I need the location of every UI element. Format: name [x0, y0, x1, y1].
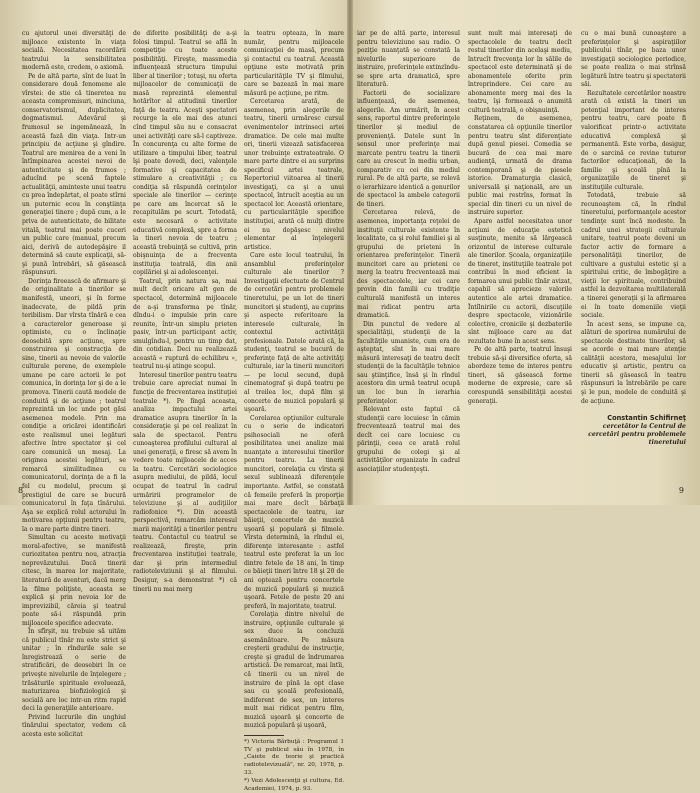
paragraph: Pe de altă parte, sînt de luat în considerare două fenomene ale vîrstei: de stie că tineretea nu aceasta compromisuri, minciuna, conservatorismul, duplicitatea, dogmatismul. Adevărul şi frumosul se ingemănează, în această fază din viaţa. Intr-un principiu de acţiune şi gîndire. Teatrul are menirea de a veni în întîmpinarea acestei nevoi de autenticitate şi de frumos ; aducînd pe scenă faptele actualităţii, aminteste unui teatru cu prea îndepărtat, el poate stîrni un puternic ecou în conştiinţa generaţiei tinere ; după cum, a le priva de autenticitate, de bilitate vitală, teatrul mai poate cuceri un public care (manual, precum aici, derivă de autodepăşire il determină să caute explicaţii, să-şi pună întrebări, să găsească răspunsuri. [22, 72, 126, 277]
paragraph: la teatru opteaza, în mare număr, pentru mijloacele comunicaţiei de masă, precum şi contactul cu teatrul. Această opţiune este motivată prin particularităţile TV şi filmului, care se bazează în mai mare măsură pe acţiune, pe ritm. [244, 30, 344, 97]
paragraph: În sfîrşit, nu trebuie să uităm că publicul tînăr nu este strict şi unitar ; în rîndurile sale se înregistrează o serie de stratificări, de deosebiri în ce priveşte nivelurile de înţelegere ; trăsăturile spirituale evoluează, maturizarea biofiziologică şi socială are loc intr-un ritm rapid deci la generaţiile anterioare. [22, 628, 126, 713]
paragraph: cu ajutorul unei diversităţi de mijloace existente în viaţa socială. Necesitatea racordării teatrului la sensibilitatea modernă este, credem, o axiomă. [22, 30, 126, 72]
paragraph: Privind lucrurile din unghiul tînărului spectator, vedem că acesta este solicitat [22, 713, 126, 738]
left-column-1 [22, 30, 126, 738]
footnote-rule [244, 735, 284, 736]
paragraph: Reţinem, de asemenea, constatarea că opţiunile tinerilor pentru teatru sînt diferenţiate după genul piesei. Comedia se bucură de cea mai mare audienţă, urmată de drama contemporană şi de piesele istorice. Dramaturgia clasică, universală şi naţională, are un public mai restrîns, format în special din tineri cu un nivel de instruire superior. [468, 115, 572, 217]
paragraph: Cercetarea arată, de asemenea, prin alegerile de teatru, tinerii urmăresc cursul evenimentelor intrinseci artei dramatice. De cele mai multe ori, tinerii vizează satisfacerea unor trebuinţe extrateatrale. O mare parte dintre ei au surprins specificul artei teatrale, Repertoriul viitoarea al tinerii investigaţi, ca şi a unui spectacol, întrucît aceştia au un spectacol lor. Această orientare, cu particularităţile specifice instituţiei, arată că mulţi dintre ei nu depăşesc nivelul elementar al înţelegerii artistice. [244, 98, 344, 251]
paragraph: Dorinţa fireească de afirmare şi de originalitate a tinerilor se manifestă, uneori, şi în forme inadecvate, de pildă prin teribilism. Dar vîrsta tînără e cea a caracterelor generoase şi optimiste, cu o înclinaţie deosebită spre acţiune, spre construirea şi construcţia de sine, tinerii au nevoie de valorile culturale perene, de exemplele umane pe care actorii le pot comunica, în dorinţa lor şi de a le promova. Tinerii caută modele de conduită şi de acţiune ; teatrul reprezintă un loc unde pot găsi asemenea modele. Prin ma condiţie a oricărei identificări este realismul unei legături afective între spectator şi cel care comunică un mesaj. La originea acestei legături, se remarcă similitudinea cu comunicatorul, dorinţa de a fi la fel cu modelul, precum şi prestigiul de care se bucură comunicatorul în faţa tînărului. Aşa se explică rolul actorului în motivarea opţiunii pentru teatru, la o mare parte dintre tineri. [22, 277, 126, 533]
paragraph: sunt mult mai interesaţi de spectacolele de teatru decît restul tinerilor din acelaşi mediu, întrucît frecvenţa lor în sălile de spectacol este determinată şi de abonamentele oferite prin întreprindere. Cei care au abonamente merg mai des la teatru, îşi formează o anumită cultură teatrală, o obişnuinţă. [468, 30, 572, 114]
left-column-3 [244, 30, 344, 792]
right-column-1 [357, 30, 460, 498]
author-name: Constantin Schifirneţ [607, 414, 686, 423]
paragraph: În acest sens, se impune ca, alături de sporirea numărului de spectacole destinate tinerilor, să se acorde o mai mare atenţie calităţii acestora, mesajului lor educativ şi artistic, pentru ca tinerii să găsească în teatru răspunsuri la întrebările pe care şi le pun, modele de conduită şi de acţiune. [581, 320, 686, 405]
paragraph: de diferite posibilităţi de a-şi folosi timpul. Teatrul se află în competiţie cu toate aceste posibilităţi. Fireşte, massmedia influenţează structura timpului liber al tinerilor ; totuşi, nu oferta mijloacelor de comunicaţii de masă reprezintă elementul hotărîtor al atitudinii tinerilor faţă de teatru. Aceşti spectatori recurge la ele mai des atunci cînd timpul său nu e consacrat unei activităţi care să-l captiveze. În concurenţa cu alte forme de utilizare a timpului liber, teatrul îşi poate dovedi, deci, valenţele formative şi capacitatea de stimulare a creativităţii ; cu condiţia să răspundă cerinţelor speciale ale tinerilor — cerinţe pe care am încercat să le recapitulăm pe scurt. Totodată, este necesară o activitate educativă complexă, spre a forma la tineri nevoia de teatru ; această trebuinţă se cultivă, prin obişnuinţa de a frecventa instituţia teatrală, din anii copilăriei şi ai adolescenţei. [133, 30, 237, 277]
footnote: *) Victoria Bărbuţă : Programul 1 TV şi publicul său în 1978, în „Caiete de teorie şi practică radiotelevizuală", nr. 20, 1978, p. 33. [244, 738, 344, 777]
paragraph: Pe de altă parte, teatrul însuşi trebuie să-şi diversifice oferta, să abordeze teme de interes pentru tineri, să găsească forme moderne de expresie, care să corespundă sensibilităţii acestei generaţii. [468, 346, 572, 405]
paragraph: Apare astfel necesitatea unor acţiuni de educaţie estetică susţinute, menite să lărgească orizontul de interese culturale ale tinerilor. Şcoala, organizaţiile de tineret, instituţiile teatrale pot contribui în mod eficient la formarea unui public tînăr avizat, capabil să aprecieze valorile autentice ale artei dramatice. Întîlnirile cu actorii, discuţiile despre spectacole, vizionările colective, cronicile şi dezbaterile sînt mijloace care au dat rezultate bune în acest sens. [468, 218, 572, 345]
paragraph: cu o mai bună cunoaştere a preferinţelor şi aspiraţiilor publicului tînăr, pe baza unor investigaţii sociologice periodice, se poate realiza o mai strînsă legătură între teatru şi spectatorii săi. [581, 30, 686, 89]
paragraph: Relevant este faptul că studenţii care locuiesc în cămin frecventează teatrul mai des decît cei care locuiesc cu părinţii, ceea ce arată rolul grupului de colegi şi al activităţilor organizate în cadrul asociaţiilor studenţeşti. [357, 406, 460, 473]
paragraph: Rezultatele cercetărilor noastre arată că există la tineri un potenţial important de interes pentru teatru, care poate fi valorificat printr-o activitate educativă complexă şi permanentă. Este vorba, desigur, de o sarcină ce revine tuturor factorilor educaţionali, de la familie şi şcoală pînă la organizaţiile de tineret şi instituţiile culturale. [581, 89, 686, 191]
page-number-right: 9 [678, 486, 684, 495]
right-column-2 [468, 30, 572, 498]
paragraph: Corelaţia dintre nivelul de instruire, opţiunile culturale şi sex duce la concluzii asemănătoare. Pe măsura creşterii gradului de instrucţie, creşte şi gradul de îndrumarea artistică. De remarcat, mai întîi, că tinerii cu un nivel de instruire de pînă la opt clase sau cu şcoală profesională, indiferent de sex, un interes mult mai ridicat pentru film, muzică uşoară şi concerte de muzică populară şi uşoară, [244, 611, 344, 730]
paragraph: iar pe de altă parte, interesul pentru televiziune sau radio. O poziţie nuanţată se constată la nivelurile superioare de instruire, preferinţele extinzîndu-se spre arta dramatică, spre literatură. [357, 30, 460, 89]
paragraph: Simultan cu aceste motivaţii moral-afective, se manifestă curiozitatea pentru nou, atracţia neprevăzutului. Dacă tinerii citesc, în marea lor majoritate, literatură de aventuri, dacă merg la filme poliţiste, aceasta se explică şi prin nevoia lor de imprevizibil, căreia şi teatrul poate să-i răspundă prin mijloacele specifice adecvate. [22, 534, 126, 627]
page-number-left: 8 [18, 486, 24, 495]
paragraph: Interesul tinerilor pentru teatru trebuie care apreciat numai în funcţie de frecventarea instituţiei teatrale *). Pe lîngă aceasta, analiza impactului artei dramatice asupra tinerilor în la consideraţie şi pe cel realizat în sala de spectacol. Pentru cunoaşterea profilului cultural al unei generaţii, e firesc să avem în vedere toate mijloacele de acces la teatru. Cercetări sociologice asupra mediului, de pildă, locul ocupat de teatrul în cadrul urmăririi programelor de televiziune şi al audiţiilor radiofonice *). Din această perspectivă, remarcăm interesul marii majorităţi a tinerilor pentru teatru. Contactul cu teatrul se realizează, fireşte, prin frecventarea instituţiei teatrale, dar şi prin intermediul radioteleviziunii şi al filmului. Desigur, s-a demonstrat *) că tinerii nu mai merg [133, 371, 237, 593]
paragraph: Corelarea opţiunilor culturale cu o serie de indicatori psihosociali ne oferă posibilitatea unei analize mai nuanţate a interesului tinerilor pentru teatru. La tinerii muncitori, corelaţia cu vîrsta şi sexul sublinează diferenţele importante. Astfel, se constată că femeile preferă în proporţie mai mare decît bărbaţii spectacolele de teatru, iar băieţii, concertele de muzică uşoară şi populară şi filmele. Vîrsta determină, la rîndul ei, diferenţe interesante : astfel teatrul este preferat la un loc dintre fetele de 18 ani, în timp ce băieţii tineri între 18 şi 20 de ani optează pentru concertele de muzică populară şi muzică uşoară. Fetele de peste 20 ani preferă, în majoritate, teatrul. [244, 414, 344, 610]
paragraph: Teatrul, prin natura sa, mai mult decît oricare alt gen de spectacol, determină mijloacele de a-şi transforma pe tînăr, dîndu-i o impulsie prin care reunite, într-un simplu prieten pasiv, într-un participant activ, smulgîndu-l, pentru un timp dat, din cotidian. Deci nu realizează această « ruptură de echilibru », teatrul nu-şi atinge scopul. [133, 277, 237, 371]
right-page [351, 0, 700, 505]
paragraph: Cercetarea relevă, de asemenea, importanţa reţelei de instituţii culturale existente în localitate, ca şi rolul familiei şi al grupului de prieteni în orientarea preferinţelor. Tinerii muncitori care au prieteni ce merg la teatru frecventează mai des spectacolele, iar cei care provin din familii cu tradiţie culturală manifestă un interes mai ridicat pentru arta dramatică. [357, 209, 460, 320]
paragraph: Totodată, trebuie să recunoaştem că, în rîndul tineretului, performanţele acestor tendinţe sunt încă modeste. În cadrul unei strategii culturale unitare, teatrul poate deveni un factor activ de formare a personalităţii tinerilor, de cultivare a gustului estetic şi a spiritului critic, de îmbogăţire a vieţii lor spirituale, contribuind astfel la dezvoltarea multilaterală a tinerei generaţii şi la afirmarea ei în toate domeniile vieţii sociale. [581, 192, 686, 320]
author-role: cercetător la Centrul de cercetări pentru problemele tineretului [588, 422, 686, 446]
author-signature [581, 414, 686, 447]
footnotes [244, 735, 344, 793]
footnote: *) Vezi Adolescenţii şi cultura, Ed. Academiei, 1974, p. 93. [244, 777, 344, 792]
paragraph: Factorii de socializare influenţează, de asemenea, alegerile. Am urmărit, în acest sens, raportul dintre preferinţele tinerilor şi mediul de provenienţă. Datele sunt în sensul unor preferinţe mai marcate pentru teatru la tinerii care au crescut în mediu urban, comparativ cu cei din mediul rural. Pe de altă parte, se relevă o ierarhizare identică a genurilor de spectacol la ambele categorii de tineri. [357, 89, 460, 208]
right-column-3 [581, 30, 686, 498]
left-column-2 [133, 30, 237, 593]
left-page [0, 0, 349, 792]
paragraph: Din punctul de vedere al specialităţii, studenţii de la facultăţile umaniste, cum era de aşteptat, sînt în mai mare măsură interesaţi de teatru decît studenţii de la facultăţile tehnice sau ştiinţifice, însă şi în rîndul acestora din urmă teatrul ocupă un loc bun în ierarhia preferinţelor. [357, 320, 460, 405]
paragraph: Care este locul teatrului, în ansamblul preferinţelor culturale ale tinerilor ? Investigaţii efectuate de Centrul de cercetări pentru problemele tineretului, pe un lot de tineri muncitori şi studenţi, au cuprins şi aspecte referitoare la interesele culturale, în contextul activităţii profesionale. Datele arată că, la studenţi, teatrul se bucură de preferinţe faţă de alte activităţi culturale, iar la tinerii muncitori — pe locul secund, după cinematograf şi după teatru pe al treilea loc, după film şi concerte de muzică populară şi uşoară. [244, 252, 344, 414]
